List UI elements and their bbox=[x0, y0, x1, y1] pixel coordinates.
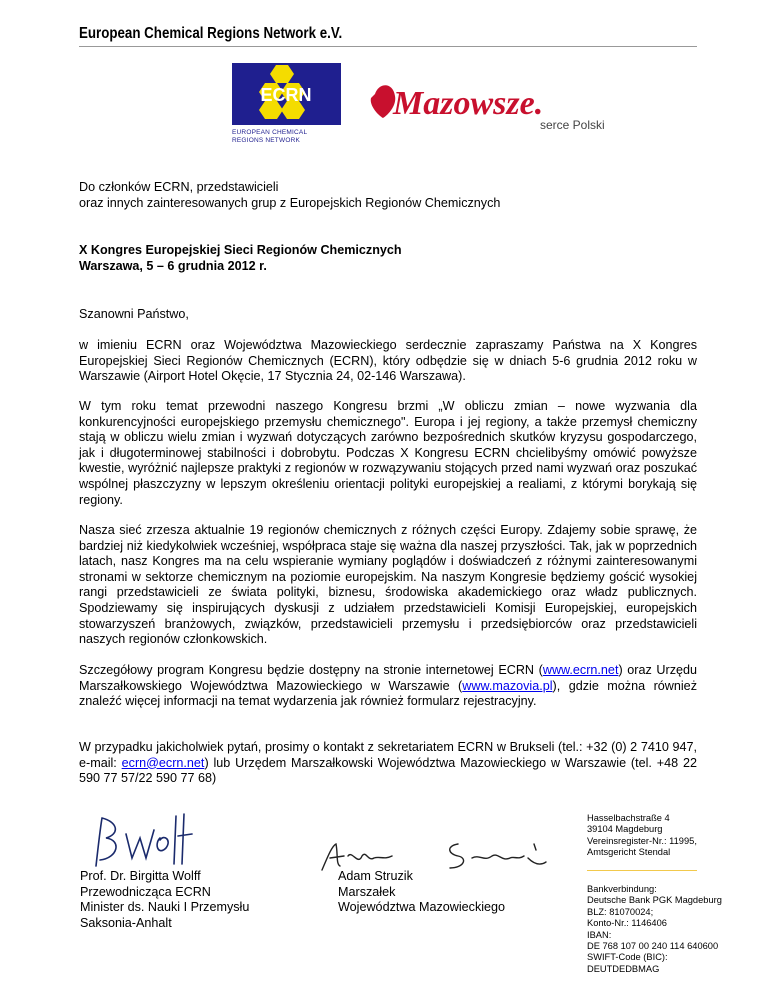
ecrn-logo-caption bbox=[232, 129, 307, 145]
address-line: 39104 Magdeburg bbox=[587, 824, 663, 835]
sidebar-divider bbox=[587, 870, 697, 871]
heart-icon bbox=[371, 85, 396, 118]
header-divider bbox=[79, 46, 697, 47]
signature-wolff bbox=[88, 808, 198, 878]
signatory-wolff-name: Prof. Dr. Birgitta Wolff bbox=[80, 869, 201, 883]
signatory-struzik-role1: Marszałek bbox=[338, 884, 396, 899]
subject-line2: Warszawa, 5 – 6 grudnia 2012 r. bbox=[79, 258, 267, 273]
salutation: Szanowni Państwo, bbox=[79, 307, 189, 321]
mazowsze-tagline: serce Polski bbox=[540, 118, 605, 132]
signatory-struzik-name: Adam Struzik bbox=[338, 869, 413, 883]
bank-line: BLZ: 81070024; bbox=[587, 906, 654, 917]
organization-address bbox=[587, 813, 697, 859]
paragraph-4-text-c: ), gdzie można również znaleźć więcej informacji na temat wydarzenia jak również formularz rejestracyjny. bbox=[79, 678, 697, 709]
subject bbox=[79, 243, 697, 274]
addressee-line2: oraz innych zainteresowanych grup z Europejskich Regionów Chemicznych bbox=[79, 195, 501, 210]
signatory-wolff-role1: Przewodnicząca ECRN bbox=[80, 884, 211, 899]
bank-line: DE 768 107 00 240 114 640600 bbox=[587, 941, 719, 952]
ecrn-acronym: ECRN bbox=[260, 85, 312, 105]
bank-details bbox=[587, 884, 722, 975]
bank-line: SWIFT-Code (BIC): bbox=[587, 952, 668, 963]
ecrn-hexagons-icon bbox=[232, 63, 341, 125]
paragraph-2: W tym roku temat przewodni naszego Kongresu brzmi „W obliczu zmian – nowe wyzwania dla konkurencyjności europejskiego przemysłu chemicznego". Europa i jej regiony, a także przemysł chemiczny stają w obliczu wielu zmian i wyzwań dotyczących zarówno bezpośrednich skutków kryzysu gospodarczego, jak i długoterminowej stabilności i dobrobytu. Podczas X Kongresu ECRN chcielibyśmy omówić powyższe kwestie, wyróżnić najlepsze praktyki z regionów w rozwązywaniu stojących przed nami wyzwań oraz poszukać wspólnej płaszczyzny w lepszym określeniu orientacji polityki europejskiej a realiami, z którymi borykają się regiony. bbox=[79, 399, 697, 507]
ecrn-logo bbox=[232, 63, 347, 155]
ecrn-logo-box bbox=[232, 63, 341, 125]
address-line: Vereinsregister-Nr.: 11995, bbox=[587, 835, 697, 846]
ecrn-caption-line1: EUROPEAN CHEMICAL bbox=[232, 129, 308, 136]
address-line: Hasselbachstraße 4 bbox=[587, 813, 670, 823]
paragraph-3: Nasza sieć zrzesza aktualnie 19 regionów chemicznych z różnych części Europy. Zdajemy sobie sprawę, że bardziej niż kiedykolwiek wcześniej, współpraca staje się ważna dla naszej przyszłości. Tak, jak w poprzednich latach, nasz Kongres ma na celu wspieranie wymiany poglądów i doświadczeń z różnymi zainteresowanymi stronami w sektorze chemicznym na poziomie europejskim. Na naszym Kongresie będziemy gościć wysokiej rangi przedstawicieli ze świata polityki, biznesu, środowiska akademickiego oraz władz publicznych. Spodziewamy się inspirujących dyskusji z udziałem przedstawicieli Komisji Europejskiej, europejskich stowarzyszeń branżowych, związków, przedstawicieli przemysłu i przedsiębiorców oraz przedstawicieli naszych regionów członkowskich. bbox=[79, 523, 697, 647]
addressee bbox=[79, 180, 697, 211]
signatory-wolff-role3: Saksonia-Anhalt bbox=[80, 915, 172, 930]
signatory-struzik bbox=[338, 869, 505, 916]
addressee-line1: Do członków ECRN, przedstawicieli bbox=[79, 180, 279, 194]
address-line: Amtsgericht Stendal bbox=[587, 847, 671, 858]
mazowsze-wordmark: Mazowsze. bbox=[393, 85, 544, 122]
ecrn-caption-line2: REGIONS NETWORK bbox=[232, 137, 301, 144]
signatory-wolff bbox=[80, 869, 249, 931]
paragraph-4-text-b: ) oraz Urzędu Marszałkowskiego Województwa Mazowieckiego w Warszawie ( bbox=[79, 663, 697, 693]
bank-line: Konto-Nr.: 1146406 bbox=[587, 918, 667, 929]
paragraph-5-text-b: ) lub Urzędem Marszałkowski Województwa Mazowieckiego w Warszawie (tel. +48 22 590 77 57/22 590 77 68) bbox=[79, 755, 697, 786]
letterhead-title: European Chemical Regions Network e.V. bbox=[79, 25, 343, 42]
ecrn-website-link[interactable]: www.ecrn.net bbox=[542, 663, 619, 677]
subject-line1: X Kongres Europejskiej Sieci Regionów Chemicznych bbox=[79, 243, 402, 257]
signatory-struzik-role2: Województwa Mazowieckiego bbox=[338, 900, 506, 915]
bank-line: DEUTDEDBMAG bbox=[587, 963, 660, 974]
paragraph-4-text-a: Szczegółowy program Kongresu będzie dostępny na stronie internetowej ECRN ( bbox=[79, 663, 543, 677]
ecrn-email-link[interactable]: ecrn@ecrn.net bbox=[121, 755, 205, 770]
paragraph-5 bbox=[79, 740, 697, 787]
mazovia-website-link[interactable]: www.mazovia.pl bbox=[462, 678, 553, 693]
signatory-wolff-role2: Minister ds. Nauki I Przemysłu bbox=[80, 900, 250, 915]
bank-line: Deutsche Bank PGK Magdeburg bbox=[587, 895, 722, 906]
bank-line: Bankverbindung: bbox=[587, 884, 657, 894]
paragraph-1: w imieniu ECRN oraz Województwa Mazowieckiego serdecznie zapraszamy Państwa na X Kongres Europejskiej Sieci Regionów Chemicznych (ECRN), który odbędzie się w dniach 5-6 grudnia 2012 roku w Warszawie (Airport Hotel Okęcie, 17 Stycznia 24, 02-146 Warszawa). bbox=[79, 338, 697, 384]
paragraph-5-text-a: W przypadku jakicholwiek pytań, prosimy o kontakt z sekretariatem ECRN w Brukseli (tel.: +32 (0) 2 7410 947, e-mail: bbox=[79, 740, 697, 770]
paragraph-4 bbox=[79, 663, 697, 710]
bank-line: IBAN: bbox=[587, 929, 612, 940]
